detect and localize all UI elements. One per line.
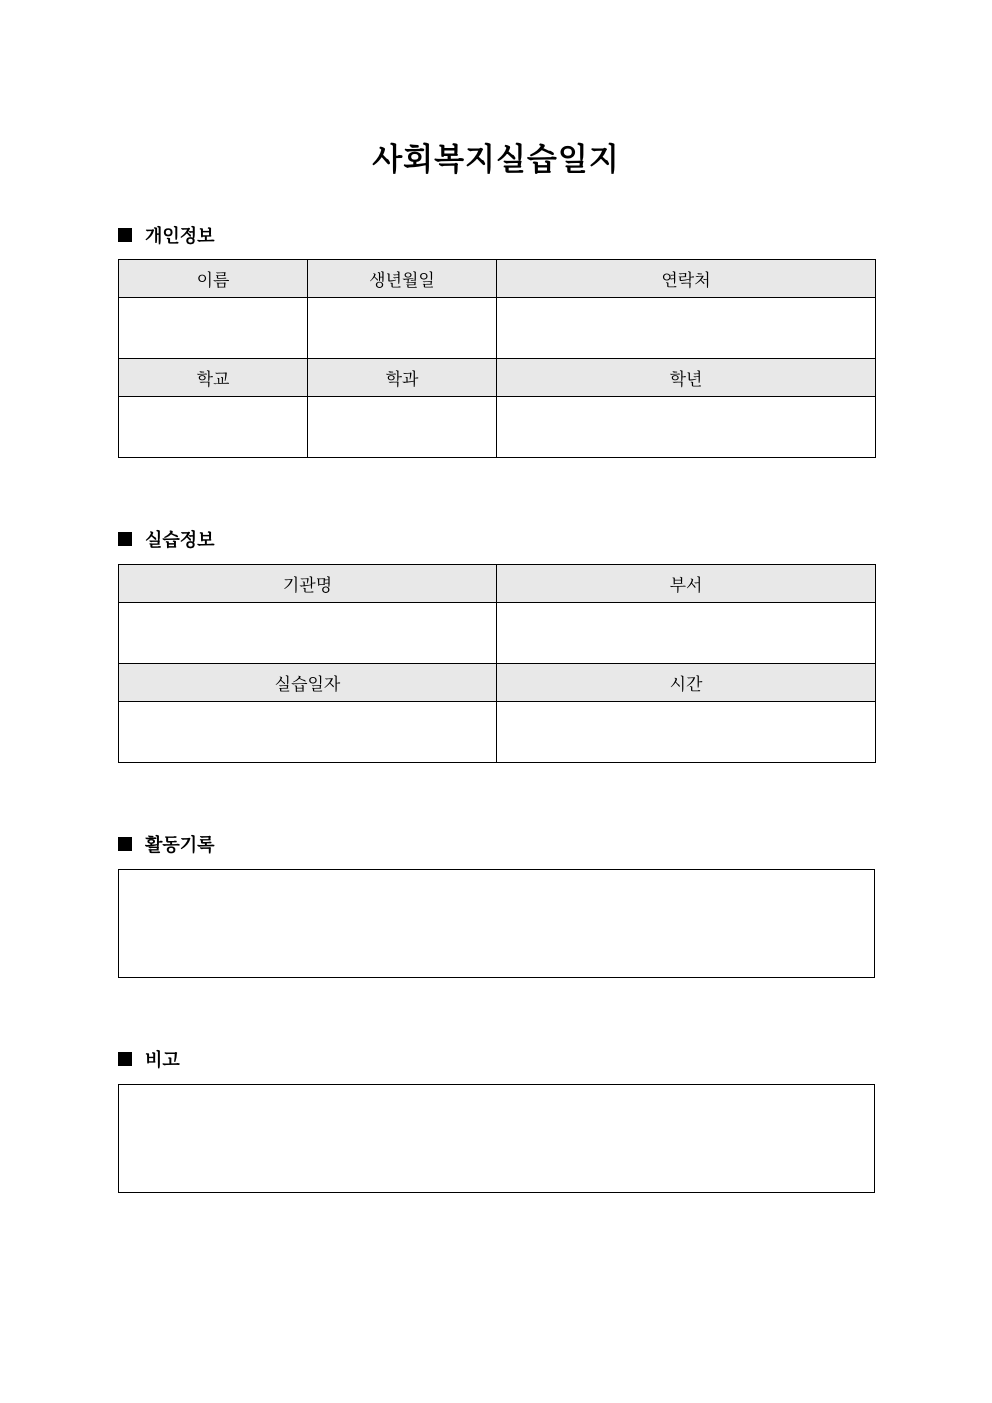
table-input-row: [119, 702, 876, 763]
section-heading-label: 비고: [145, 1050, 180, 1071]
header-cell-grade: 학년: [497, 359, 876, 397]
header-cell-birthdate: 생년월일: [308, 260, 497, 298]
practice-info-table: [118, 564, 876, 763]
table-header-row: [119, 565, 876, 603]
table-input-row: [119, 397, 876, 458]
section-heading-personal-info: [118, 223, 215, 247]
remarks-box[interactable]: [118, 1084, 875, 1193]
input-cell-school[interactable]: [119, 397, 308, 458]
header-cell-practice-date: 실습일자: [119, 664, 497, 702]
input-cell-practice-date[interactable]: [119, 702, 497, 763]
page-title: 사회복지실습일지: [372, 142, 620, 178]
input-cell-division[interactable]: [497, 603, 876, 664]
header-cell-contact: 연락처: [497, 260, 876, 298]
header-cell-name: 이름: [119, 260, 308, 298]
header-cell-division: 부서: [497, 565, 876, 603]
section-heading-activity-record: [118, 832, 215, 856]
black-square-icon: [118, 837, 132, 851]
section-heading-label: 실습정보: [145, 530, 215, 551]
input-cell-department[interactable]: [308, 397, 497, 458]
input-cell-birthdate[interactable]: [308, 298, 497, 359]
input-cell-time[interactable]: [497, 702, 876, 763]
section-heading-label: 활동기록: [145, 835, 215, 856]
table-header-row: [119, 359, 876, 397]
input-cell-grade[interactable]: [497, 397, 876, 458]
header-cell-school: 학교: [119, 359, 308, 397]
header-cell-institution: 기관명: [119, 565, 497, 603]
activity-record-box[interactable]: [118, 869, 875, 978]
black-square-icon: [118, 532, 132, 546]
table-input-row: [119, 603, 876, 664]
personal-info-table: [118, 259, 876, 458]
input-cell-name[interactable]: [119, 298, 308, 359]
black-square-icon: [118, 228, 132, 242]
black-square-icon: [118, 1052, 132, 1066]
section-heading-remarks: [118, 1047, 180, 1071]
input-cell-institution[interactable]: [119, 603, 497, 664]
table-header-row: [119, 260, 876, 298]
input-cell-contact[interactable]: [497, 298, 876, 359]
header-cell-department: 학과: [308, 359, 497, 397]
table-input-row: [119, 298, 876, 359]
section-heading-label: 개인정보: [145, 226, 215, 247]
table-header-row: [119, 664, 876, 702]
section-heading-practice-info: [118, 527, 215, 551]
header-cell-time: 시간: [497, 664, 876, 702]
